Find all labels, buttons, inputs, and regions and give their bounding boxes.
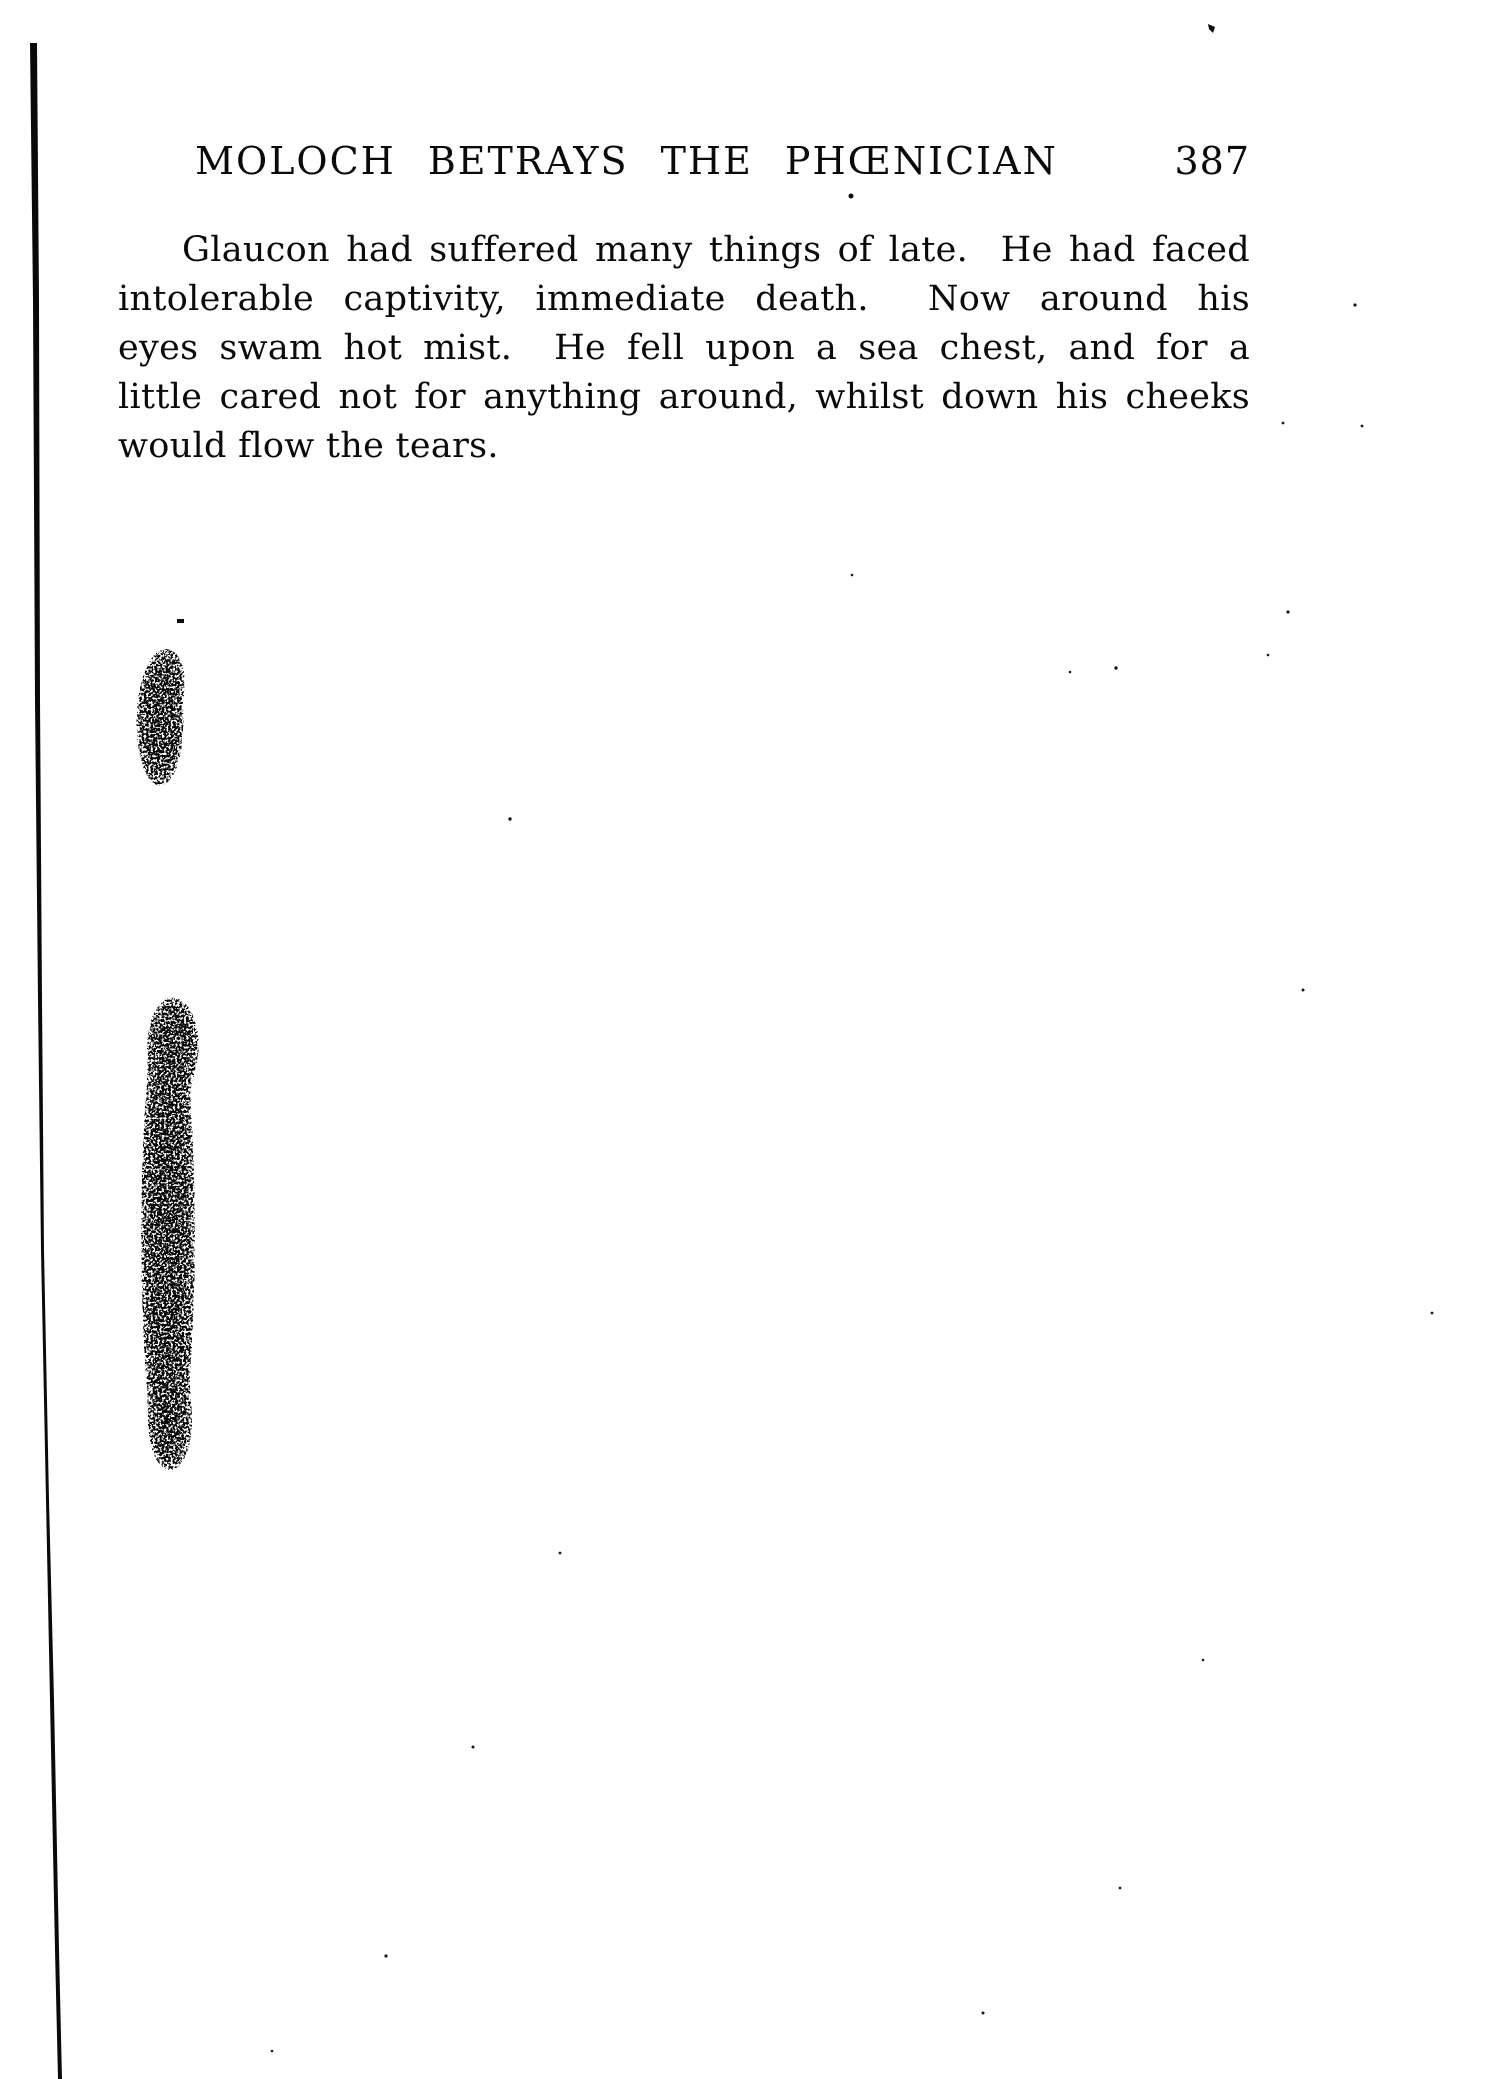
book-gutter-line <box>30 43 62 2079</box>
ink-smudges <box>143 658 193 1462</box>
ink-smudge-large-bottom <box>154 1378 186 1462</box>
paragraph-line: intolerable captivity, immediate death. Now around his <box>118 279 1250 319</box>
paragraph-line: eyes swam hot mist. He fell upon a sea chest, and for a <box>118 328 1250 368</box>
stray-mark <box>177 619 184 623</box>
ink-smudge-small <box>143 666 177 778</box>
scan-tick-mark <box>1208 24 1215 33</box>
paragraph-line: Glaucon had suffered many things of late. He had faced <box>182 230 1250 270</box>
running-header <box>118 138 1250 186</box>
ink-smudge-large-top <box>153 1007 193 1083</box>
header-stray-dot <box>849 194 854 199</box>
paragraph-line: little cared not for anything around, whilst down his cheeks <box>118 377 1250 417</box>
page-number: 387 <box>1174 139 1250 183</box>
dust-specks <box>271 303 1434 2052</box>
body-paragraph <box>118 226 1250 471</box>
ink-smudge-large <box>148 1020 188 1450</box>
paragraph-line: would flow the tears. <box>118 426 499 466</box>
running-header-title: MOLOCH BETRAYS THE PHŒNICIAN <box>195 139 1058 183</box>
ink-smudge-small-top <box>152 658 180 698</box>
